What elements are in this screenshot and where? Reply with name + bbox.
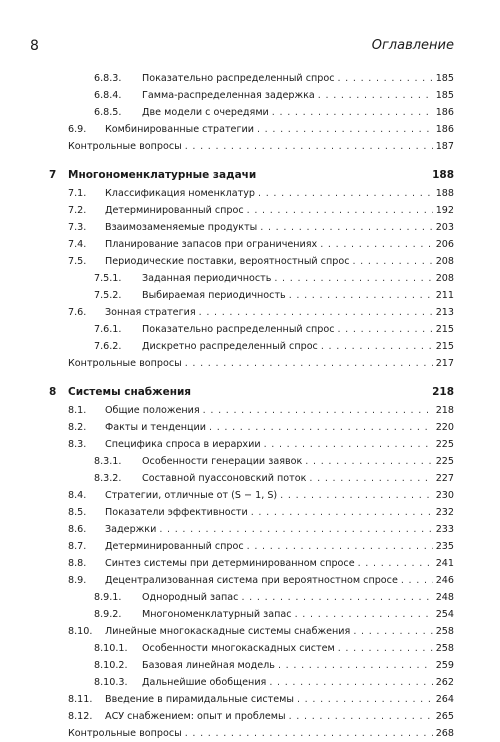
leader-dots <box>401 572 433 589</box>
toc-entry-title: Факты и тенденции <box>105 419 209 436</box>
toc-entry-title: Многономенклатурный запас <box>142 606 295 623</box>
toc-entry-number: 8.2. <box>68 422 87 433</box>
leader-dots <box>337 70 432 87</box>
toc-entry-number: 6.8.5. <box>94 107 122 118</box>
toc-entry <box>0 487 500 504</box>
toc-entry <box>0 436 500 453</box>
toc-entry-page: 227 <box>433 470 454 487</box>
toc-entry-title: Выбираемая периодичность <box>142 287 289 304</box>
toc-entry-page: 185 <box>433 70 454 87</box>
toc-entry <box>0 202 500 219</box>
leader-dots <box>258 185 433 202</box>
toc-entry <box>0 521 500 538</box>
leader-dots <box>247 538 433 555</box>
toc-entry-page: 203 <box>433 219 454 236</box>
toc-entry-page: 218 <box>433 402 454 419</box>
toc-entry-title: Общие положения <box>105 402 203 419</box>
toc-entry-page: 225 <box>433 453 454 470</box>
toc-entry-title: Дальнейшие обобщения <box>142 674 269 691</box>
toc-entry <box>0 572 500 589</box>
toc-entry-title: Две модели с очередями <box>142 104 272 121</box>
page-number: 8 <box>30 38 39 54</box>
toc-entry-title: Показатели эффективности <box>105 504 251 521</box>
toc-entry <box>0 691 500 708</box>
toc-entry-number: 8.10.1. <box>94 643 128 654</box>
toc-entry <box>0 321 500 338</box>
toc-entry-page: 232 <box>433 504 454 521</box>
leader-dots <box>352 253 432 270</box>
toc-entry-page: 254 <box>433 606 454 623</box>
leader-dots <box>318 87 433 104</box>
leader-dots <box>159 521 432 538</box>
toc-entry-page: 258 <box>433 623 454 640</box>
toc-entry-page: 185 <box>433 87 454 104</box>
toc-entry-page: 265 <box>433 708 454 725</box>
toc-entry-number: 8.3.2. <box>94 473 122 484</box>
toc-entry-title: Специфика спроса в иерархии <box>105 436 264 453</box>
toc-entry <box>0 121 500 138</box>
toc-entry-number: 7.2. <box>68 205 87 216</box>
toc-entry-title: Системы снабжения <box>68 382 194 402</box>
toc-entry-number: 8.12. <box>68 711 93 722</box>
running-head-title: Оглавление <box>371 38 454 53</box>
toc-entry-page: 264 <box>433 691 454 708</box>
toc-entry-page: 220 <box>433 419 454 436</box>
toc-entry-title: Контрольные вопросы <box>68 138 185 155</box>
toc-entry-title: Составной пуассоновский поток <box>142 470 309 487</box>
toc-entry-title: Показательно распределенный спрос <box>142 321 337 338</box>
toc-entry <box>0 453 500 470</box>
toc-entry-page: 188 <box>429 165 454 185</box>
toc-entry-title: Гамма-распределенная задержка <box>142 87 318 104</box>
toc-entry-number: 7.4. <box>68 239 87 250</box>
toc-entry-number: 8.10.3. <box>94 677 128 688</box>
leader-dots <box>264 436 433 453</box>
toc-entry-title: Классификация номенклатур <box>105 185 258 202</box>
toc-entry <box>0 555 500 572</box>
toc-entry-page: 218 <box>429 382 454 402</box>
leader-dots <box>289 287 433 304</box>
toc-entry-page: 213 <box>433 304 454 321</box>
toc-entry <box>0 236 500 253</box>
toc-entry <box>0 253 500 270</box>
toc-entry-title: Периодические поставки, вероятностный спрос <box>105 253 352 270</box>
toc-entry-page: 258 <box>433 640 454 657</box>
toc-entry-title: Детерминированный спрос <box>105 202 247 219</box>
toc-entry-page: 241 <box>433 555 454 572</box>
leader-dots <box>353 623 432 640</box>
leader-dots <box>272 104 433 121</box>
toc-entry-page: 208 <box>433 270 454 287</box>
toc-entry-number: 7.5.2. <box>94 290 122 301</box>
leader-dots <box>297 691 433 708</box>
toc-entry-page: 225 <box>433 436 454 453</box>
toc-entry-title: Синтез системы при детерминированном спросе <box>105 555 358 572</box>
toc-entry-number: 8 <box>49 386 57 398</box>
toc-entry-title: Децентрализованная система при вероятностном спросе <box>105 572 401 589</box>
toc-entry <box>0 504 500 521</box>
toc-entry-title: Многономенклатурные задачи <box>68 165 259 185</box>
toc-entry <box>0 674 500 691</box>
toc-entry-page: 230 <box>433 487 454 504</box>
leader-dots <box>209 419 433 436</box>
toc-entry <box>0 70 500 87</box>
toc-entry-title: Взаимозаменяемые продукты <box>105 219 260 236</box>
toc-entry-title: Линейные многокаскадные системы снабжения <box>105 623 353 640</box>
leader-dots <box>305 453 432 470</box>
leader-dots <box>199 304 433 321</box>
toc-chapter <box>0 382 500 402</box>
toc-entry-page: 235 <box>433 538 454 555</box>
toc-entry-number: 8.5. <box>68 507 87 518</box>
toc-entry <box>0 185 500 202</box>
toc-entry-title: Заданная периодичность <box>142 270 274 287</box>
toc-entry-page: 233 <box>433 521 454 538</box>
toc-entry-title: Особенности многокаскадных систем <box>142 640 338 657</box>
leader-dots <box>338 640 433 657</box>
leader-dots <box>185 138 433 155</box>
toc-entry-number: 6.9. <box>68 124 87 135</box>
toc-entry <box>0 640 500 657</box>
toc-entry-page: 208 <box>433 253 454 270</box>
toc-entry-page: 206 <box>433 236 454 253</box>
toc-entry <box>0 138 500 155</box>
toc-entry-page: 215 <box>433 338 454 355</box>
toc-entry <box>0 338 500 355</box>
leader-dots <box>309 470 432 487</box>
toc-entry-page: 217 <box>433 355 454 372</box>
leader-dots <box>358 555 433 572</box>
toc-entry <box>0 104 500 121</box>
toc-entry-title: Планирование запасов при ограничениях <box>105 236 320 253</box>
leader-dots <box>269 674 432 691</box>
toc-entry-number: 8.7. <box>68 541 87 552</box>
toc-entry <box>0 419 500 436</box>
toc-entry-title: Задержки <box>105 521 159 538</box>
toc-entry-title: Дискретно распределенный спрос <box>142 338 321 355</box>
toc-entry <box>0 355 500 372</box>
toc-entry-page: 186 <box>433 104 454 121</box>
toc-entry-title: Показательно распределенный спрос <box>142 70 337 87</box>
toc-entry-number: 8.9. <box>68 575 87 586</box>
leader-dots <box>185 725 433 742</box>
toc-entry-title: Введение в пирамидальные системы <box>105 691 297 708</box>
toc-entry <box>0 219 500 236</box>
toc-entry-page: 268 <box>433 725 454 742</box>
toc-entry-page: 262 <box>433 674 454 691</box>
toc-entry-number: 8.9.1. <box>94 592 122 603</box>
toc-entry-page: 187 <box>433 138 454 155</box>
toc-entry <box>0 538 500 555</box>
toc-entry-title: Стратегии, отличные от (S − 1, S) <box>105 487 280 504</box>
leader-dots <box>203 402 433 419</box>
toc-entry-number: 8.3.1. <box>94 456 122 467</box>
leader-dots <box>320 236 432 253</box>
leader-dots <box>321 338 433 355</box>
toc-entry-number: 7.5.1. <box>94 273 122 284</box>
toc-entry-page: 192 <box>433 202 454 219</box>
leader-dots <box>337 321 432 338</box>
toc-entry-title: Особенности генерации заявок <box>142 453 305 470</box>
toc-entry-page: 215 <box>433 321 454 338</box>
toc-entry-number: 7.5. <box>68 256 87 267</box>
toc-entry-number: 6.8.4. <box>94 90 122 101</box>
toc-entry-number: 8.8. <box>68 558 87 569</box>
toc-entry-number: 7.6.1. <box>94 324 122 335</box>
toc-entry-page: 211 <box>433 287 454 304</box>
toc-entry-title: Однородный запас <box>142 589 241 606</box>
toc-entry <box>0 402 500 419</box>
leader-dots <box>289 708 433 725</box>
toc-entry-number: 8.9.2. <box>94 609 122 620</box>
leader-dots <box>185 355 433 372</box>
toc-entry-page: 246 <box>433 572 454 589</box>
toc-entry-title: Базовая линейная модель <box>142 657 278 674</box>
leader-dots <box>260 219 432 236</box>
toc-entry <box>0 304 500 321</box>
toc-entry-number: 7.6. <box>68 307 87 318</box>
toc-entry-number: 8.6. <box>68 524 87 535</box>
leader-dots <box>241 589 432 606</box>
toc-entry <box>0 657 500 674</box>
toc-entry-number: 7.3. <box>68 222 87 233</box>
toc-entry <box>0 270 500 287</box>
toc-entry-number: 8.10. <box>68 626 93 637</box>
toc-chapter <box>0 165 500 185</box>
toc-entry <box>0 589 500 606</box>
toc-entry-number: 7.1. <box>68 188 87 199</box>
toc-entry <box>0 623 500 640</box>
toc-entry <box>0 708 500 725</box>
toc-entry-number: 8.3. <box>68 439 87 450</box>
toc-entry-title: Зонная стратегия <box>105 304 199 321</box>
toc-entry-number: 8.11. <box>68 694 93 705</box>
toc-entry-title: АСУ снабжением: опыт и проблемы <box>105 708 289 725</box>
toc-entry-title: Детерминированный спрос <box>105 538 247 555</box>
toc-entry-title: Контрольные вопросы <box>68 725 185 742</box>
toc-entry-page: 259 <box>433 657 454 674</box>
toc-entry-number: 7 <box>49 169 57 181</box>
leader-dots <box>274 270 432 287</box>
toc-entry-number: 6.8.3. <box>94 73 122 84</box>
leader-dots <box>295 606 433 623</box>
toc-entry <box>0 725 500 742</box>
toc-entry <box>0 287 500 304</box>
toc-entry <box>0 606 500 623</box>
toc-entry-title: Контрольные вопросы <box>68 355 185 372</box>
toc-entry-number: 7.6.2. <box>94 341 122 352</box>
toc-entry <box>0 470 500 487</box>
toc-entry <box>0 87 500 104</box>
table-of-contents <box>0 70 500 742</box>
leader-dots <box>257 121 433 138</box>
toc-entry-title: Комбинированные стратегии <box>105 121 257 138</box>
leader-dots <box>278 657 433 674</box>
leader-dots <box>251 504 433 521</box>
toc-entry-number: 8.10.2. <box>94 660 128 671</box>
toc-entry-number: 8.1. <box>68 405 87 416</box>
toc-entry-page: 186 <box>433 121 454 138</box>
toc-entry-page: 248 <box>433 589 454 606</box>
leader-dots <box>280 487 433 504</box>
toc-entry-page: 188 <box>433 185 454 202</box>
leader-dots <box>247 202 433 219</box>
toc-entry-number: 8.4. <box>68 490 87 501</box>
